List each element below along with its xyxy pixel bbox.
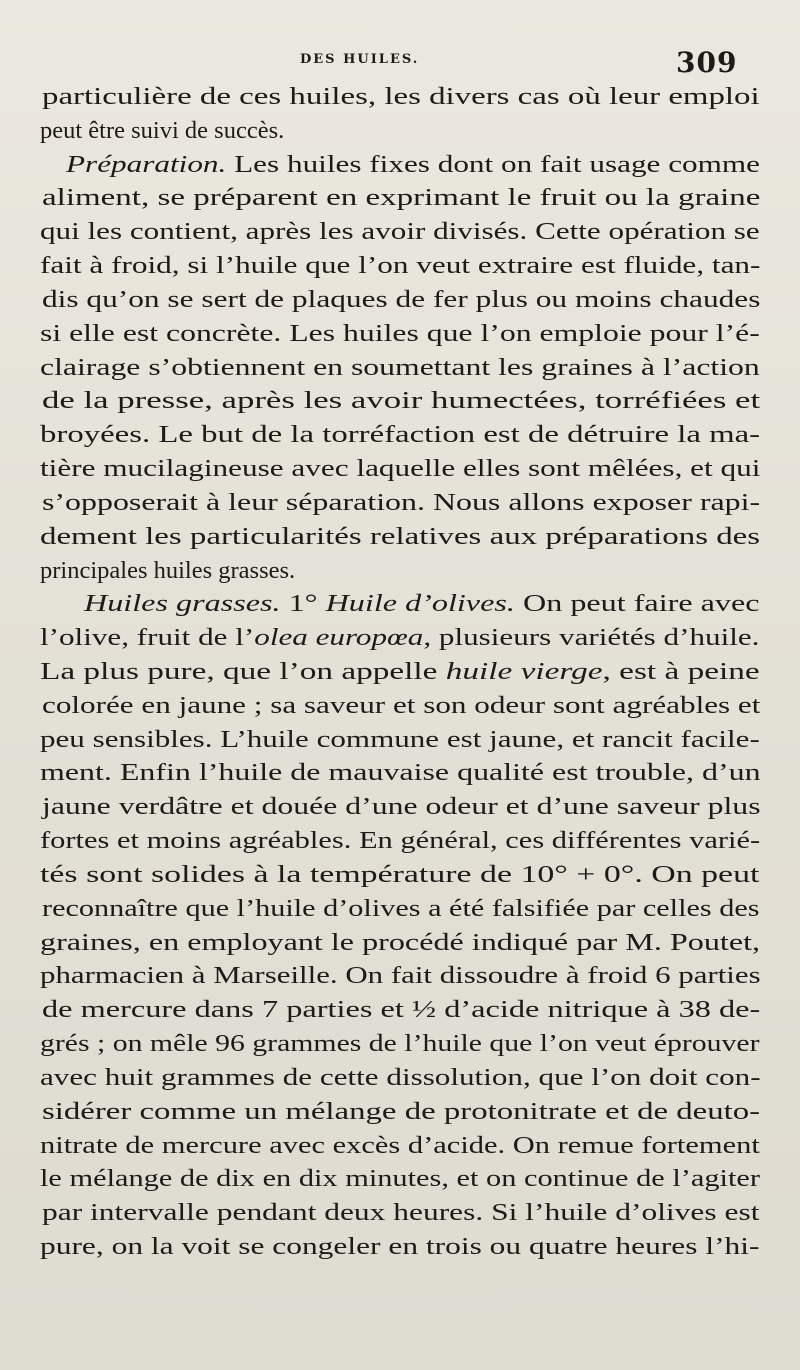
text-line (40, 520, 760, 554)
text-run: pure, on la voit se congeler en trois ou quatre heures l’hi- (40, 1233, 760, 1260)
text-line (40, 554, 295, 588)
text-run: On peut faire avec (514, 590, 760, 618)
text-line (42, 689, 760, 723)
text-run: si elle est concrète. Les huiles que l’on emploie pour l’é- (40, 319, 760, 347)
text-line (42, 283, 760, 317)
text-run: le mélange de dix en dix minutes, et on continue de l’agiter (40, 1165, 761, 1193)
text-line (40, 655, 760, 689)
italic-run: Huile d’olives. (325, 590, 515, 618)
text-run: jaune verdâtre et douée d’une odeur et d’une saveur plus (42, 793, 761, 821)
text-line (42, 790, 761, 824)
text-run: principales huiles grasses. (40, 556, 296, 584)
page-number: 309 (676, 46, 738, 79)
italic-run: huile vierge (445, 658, 603, 685)
text-run: par intervalle pendant deux heures. Si l’huile d’olives est (42, 1199, 760, 1227)
text-run: nitrate de mercure avec excès d’acide. On remue fortement (40, 1131, 760, 1159)
text-run: fait à froid, si l’huile que l’on veut extraire est fluide, tan- (40, 252, 761, 280)
text-run: pharmacien à Marseille. On fait dissoudre à froid 6 parties (40, 962, 761, 990)
text-run: clairage s’obtiennent en soumettant les graines à l’action (40, 353, 760, 381)
text-run: , est à peine (602, 658, 760, 685)
text-line (40, 1027, 760, 1061)
text-run: aliment, se préparent en exprimant le fruit ou la graine (42, 184, 761, 212)
text-line (42, 181, 760, 215)
text-run: peut être suivi de succès. (40, 116, 285, 144)
text-run: de la presse, après les avoir humectées, torréfiées et (42, 387, 761, 415)
text-line (42, 486, 760, 520)
text-line (40, 215, 760, 249)
text-line (40, 858, 759, 892)
text-run: de mercure dans 7 parties et ½ d’acide nitrique à 38 de- (42, 996, 761, 1024)
text-run: Les huiles fixes dont on fait usage comme (226, 150, 761, 178)
text-run: tés sont solides à la température de 10° + 0°. On peut (40, 860, 760, 888)
text-run: colorée en jaune ; sa saveur et son odeur sont agréables et (42, 691, 761, 719)
text-run: l’olive, fruit de l’ (40, 624, 255, 652)
italic-run: olea europœa (254, 624, 424, 652)
text-run: sidérer comme un mélange de protonitrate et de deuto- (42, 1097, 761, 1125)
text-line (40, 959, 761, 993)
text-run: avec huit grammes de cette dissolution, que l’on doit con- (40, 1063, 761, 1091)
text-run: , plusieurs variétés d’huile. (423, 624, 760, 652)
text-line (42, 993, 760, 1027)
text-line (40, 723, 760, 757)
text-line (42, 80, 760, 114)
text-line (40, 1230, 759, 1264)
text-run: s’opposerait à leur séparation. Nous allons exposer rapi- (42, 488, 761, 516)
text-line (42, 1095, 760, 1129)
text-line (40, 249, 760, 283)
text-line (42, 892, 760, 926)
text-line (84, 587, 760, 621)
text-run: dement les particularités relatives aux préparations des (40, 522, 761, 550)
text-line (40, 418, 760, 452)
text-run: peu sensibles. L’huile commune est jaune, et rancit facile- (40, 725, 760, 753)
text-run: tière mucilagineuse avec laquelle elles sont mêlées, et qui (40, 455, 761, 483)
text-run: La plus pure, que l’on appelle (40, 658, 446, 685)
text-run: 1° (280, 590, 326, 618)
text-line (40, 926, 760, 960)
italic-run: Préparation. (66, 150, 227, 178)
text-line (40, 824, 760, 858)
text-run: reconnaître que l’huile d’olives a été falsifiée par celles des (42, 894, 760, 922)
text-line (40, 621, 759, 655)
text-line (40, 1061, 761, 1095)
text-run: graines, en employant le procédé indiqué par M. Poutet, (40, 928, 761, 956)
text-run: dis qu’on se sert de plaques de fer plus ou moins chaudes (42, 285, 761, 313)
text-line (40, 452, 760, 486)
text-run: ment. Enfin l’huile de mauvaise qualité est trouble, d’un (40, 759, 761, 787)
text-line (40, 114, 284, 148)
text-line (40, 351, 760, 385)
text-run: particulière de ces huiles, les divers cas où leur emploi (42, 83, 760, 110)
text-run: qui les contient, après les avoir divisés. Cette opération se (40, 218, 760, 246)
text-line (42, 384, 760, 418)
text-line (40, 1162, 760, 1196)
text-run: fortes et moins agréables. En général, ces différentes varié- (40, 827, 761, 855)
text-line (40, 317, 760, 351)
text-line (42, 1196, 759, 1230)
text-line (40, 756, 761, 790)
text-run: broyées. Le but de la torréfaction est de détruire la ma- (40, 421, 761, 449)
running-head-title: DES HUILES. (300, 52, 420, 67)
italic-run: Huiles grasses. (84, 590, 281, 618)
text-line (40, 1129, 760, 1163)
text-run: grés ; on mêle 96 grammes de l’huile que l’on veut éprouver (40, 1030, 760, 1058)
text-line (66, 148, 760, 182)
